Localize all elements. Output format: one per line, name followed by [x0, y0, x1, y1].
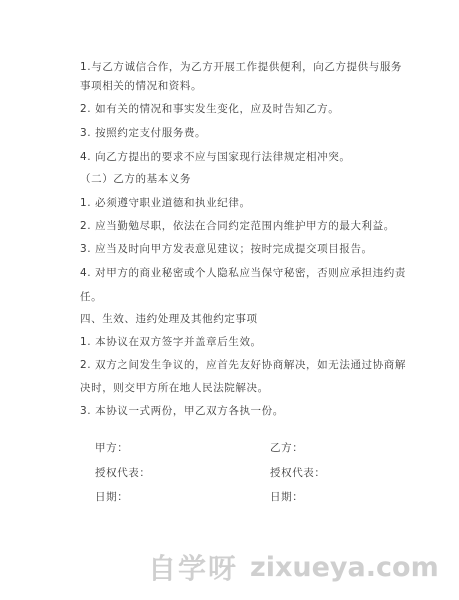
clause-a1-line2: 事项相关的情况和资料。 — [80, 80, 203, 92]
clause-a4: 4. 向乙方提出的要求不应与国家现行法律规定相冲突。 — [80, 151, 351, 163]
clause-c3: 3. 本协议一式两份，甲乙双方各执一份。 — [80, 405, 284, 417]
clause-b4-line1: 4. 对甲方的商业秘密或个人隐私应当保守秘密，否则应承担违约责 — [80, 267, 406, 279]
party-a-label: 甲方： — [95, 442, 129, 454]
clause-b1: 1. 必须遵守职业道德和执业纪律。 — [80, 197, 251, 209]
section-heading-effect: 四、生效、违约处理及其他约定事项 — [80, 313, 258, 325]
party-b-date-label: 日期： — [270, 491, 304, 503]
clause-c2-line2: 决时，则交甲方所在地人民法院解决。 — [80, 382, 269, 394]
party-b-label: 乙方： — [270, 442, 304, 454]
site-watermark — [148, 545, 439, 589]
clause-c2-line1: 2. 双方之间发生争议的，应首先友好协商解决，如无法通过协商解 — [80, 359, 406, 371]
watermark-domain-text: zixueya.com — [250, 551, 439, 583]
clause-a1-line1: 1.与乙方诚信合作，为乙方开展工作提供便利，向乙方提供与服务 — [80, 61, 403, 73]
party-a-date-label: 日期： — [95, 491, 129, 503]
clause-a3: 3. 按照约定支付服务费。 — [80, 127, 207, 139]
clause-b2: 2. 应当勤勉尽职，依法在合同约定范围内维护甲方的最大利益。 — [80, 220, 395, 232]
party-a-representative-label: 授权代表： — [95, 467, 151, 479]
clause-a2: 2. 如有关的情况和事实发生变化，应及时告知乙方。 — [80, 103, 340, 115]
clause-b4-line2: 任。 — [80, 291, 103, 303]
party-b-representative-label: 授权代表： — [270, 467, 326, 479]
clause-b3: 3. 应当及时向甲方发表意见建议；按时完成提交项目报告。 — [80, 243, 373, 255]
section-heading-party-b-duties: （二）乙方的基本义务 — [80, 173, 191, 185]
clause-c1: 1. 本协议在双方签字并盖章后生效。 — [80, 336, 262, 348]
watermark-chinese-text: 自学呀 — [148, 552, 239, 585]
